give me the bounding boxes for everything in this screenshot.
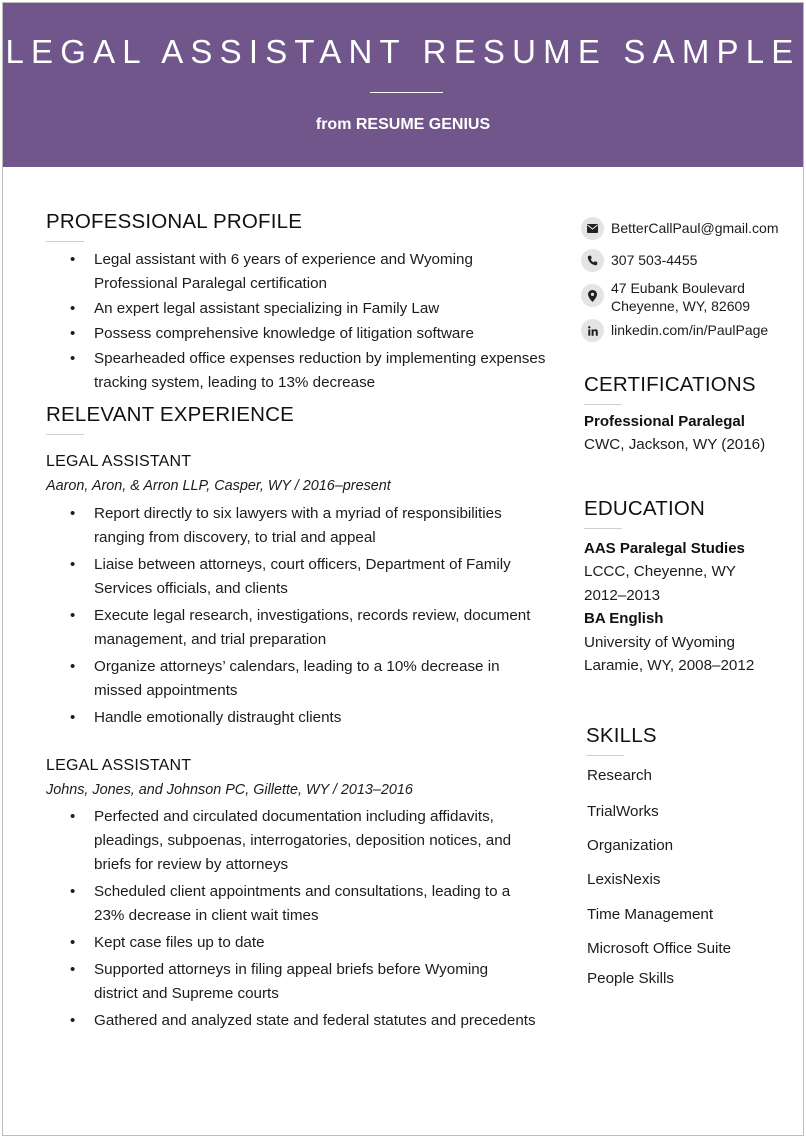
location-pin-icon [581,284,604,307]
list-item: • Kept case files up to date [46,931,556,955]
experience-heading-rule [46,434,84,435]
contact-address [581,281,750,315]
job-bullet-list [46,805,556,1033]
skills-heading: SKILLS [586,724,657,747]
contact-linkedin [581,319,768,342]
certification-name: Professional Paralegal [584,413,745,430]
list-item: • Liaise between attorneys, court officers, Department of Family Services officials, and clients [46,553,556,601]
experience-heading: RELEVANT EXPERIENCE [46,403,294,426]
degree-name: AAS Paralegal Studies [584,540,745,557]
skill-item: Research [587,767,652,784]
skills-heading-rule [586,755,624,756]
degree-school: University of Wyoming [584,634,735,651]
certifications-heading: CERTIFICATIONS [584,373,756,396]
list-item: • Execute legal research, investigations, records review, document management, and trial preparation [46,604,556,652]
list-item: • Legal assistant with 6 years of experience and Wyoming Professional Paralegal certification [46,248,556,296]
email-address[interactable]: BetterCallPaul@gmail.com [611,220,779,236]
certifications-heading-rule [584,404,622,405]
skill-item: Organization [587,837,674,854]
linkedin-icon [581,319,604,342]
list-item: • Scheduled client appointments and consultations, leading to a 23% decrease in client wait times [46,880,556,928]
list-item: • Perfected and circulated documentation including affidavits, pleadings, subpoenas, interrogatories, deposition notices, and briefs for review by attorneys [46,805,556,877]
degree-dates: 2012–2013 [584,587,661,604]
education-heading: EDUCATION [584,497,706,520]
job-bullet-list [46,502,556,730]
page-subtitle: from RESUME GENIUS [315,116,491,133]
certification-detail: CWC, Jackson, WY (2016) [584,436,766,453]
degree-dates: Laramie, WY, 2008–2012 [584,657,755,674]
skill-item: Time Management [587,906,714,923]
list-item: • Gathered and analyzed state and federal statutes and precedents [46,1009,556,1033]
page-title: LEGAL ASSISTANT RESUME SAMPLE [5,33,801,70]
profile-heading-rule [46,241,84,242]
profile-heading: PROFESSIONAL PROFILE [46,210,303,233]
degree-school: LCCC, Cheyenne, WY [584,563,736,580]
skill-item: TrialWorks [587,803,659,820]
job-meta: Johns, Jones, and Johnson PC, Gillette, WY / 2013–2016 [46,782,413,798]
header-banner [3,3,803,167]
envelope-icon [581,217,604,240]
address-line-2: Cheyenne, WY, 82609 [611,298,751,314]
degree-name: BA English [584,610,664,627]
skill-item: Microsoft Office Suite [587,940,732,957]
contact-phone [581,249,697,272]
job-meta: Aaron, Aron, & Arron LLP, Casper, WY / 2016–present [46,478,391,494]
education-heading-rule [584,528,622,529]
skill-item: People Skills [587,970,674,987]
linkedin-url[interactable]: linkedin.com/in/PaulPage [611,322,769,338]
phone-icon [581,249,604,272]
contact-email [581,217,779,240]
list-item: • Report directly to six lawyers with a myriad of responsibilities ranging from discovery, to trial and appeal [46,502,556,550]
job-title: LEGAL ASSISTANT [46,757,192,774]
list-item: • Handle emotionally distraught clients [46,706,556,730]
list-item: • An expert legal assistant specializing in Family Law [46,297,556,321]
list-item: • Organize attorneys’ calendars, leading to a 10% decrease in missed appointments [46,655,556,703]
address [611,279,750,315]
phone-number[interactable]: 307 503-4455 [611,252,698,268]
list-item: • Spearheaded office expenses reduction by implementing expenses tracking system, leading to 13% decrease [46,347,556,395]
title-divider [370,92,443,93]
profile-list [46,248,556,395]
address-line-1: 47 Eubank Boulevard [611,280,745,296]
list-item: • Possess comprehensive knowledge of litigation software [46,322,556,346]
job-title: LEGAL ASSISTANT [46,453,192,470]
skill-item: LexisNexis [587,871,661,888]
list-item: • Supported attorneys in filing appeal briefs before Wyoming district and Supreme courts [46,958,556,1006]
